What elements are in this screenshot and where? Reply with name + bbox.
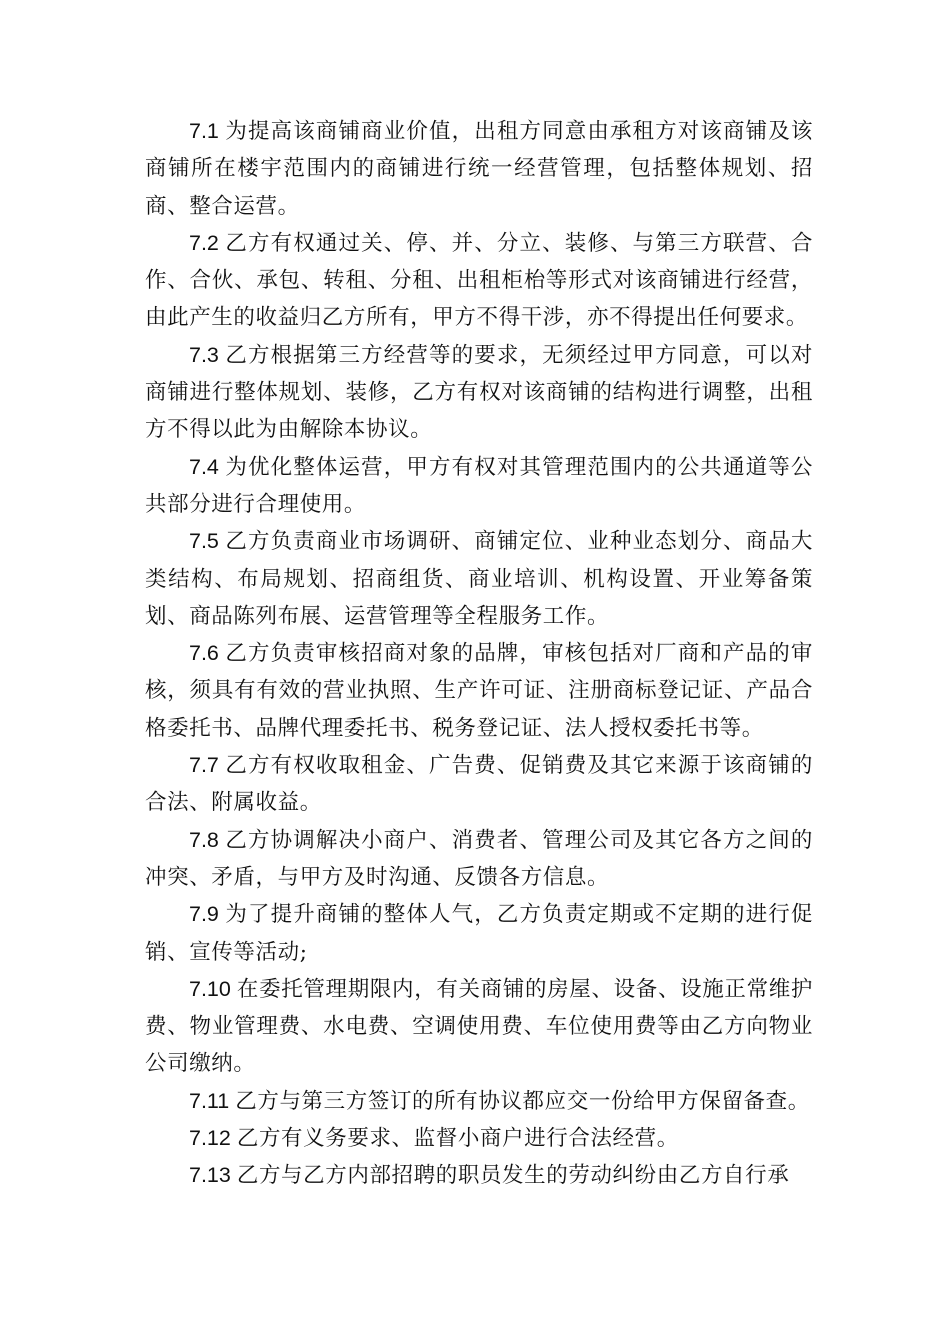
clause-7-9	[145, 896, 813, 971]
clause-text: 乙方与第三方签订的所有协议都应交一份给甲方保留备查。	[235, 1088, 810, 1114]
clause-7-5	[145, 523, 813, 635]
clause-number: 7.13	[189, 1163, 231, 1188]
clause-number: 7.5	[189, 529, 219, 554]
clause-number: 7.11	[189, 1088, 230, 1113]
clause-text: 乙方根据第三方经营等的要求，无须经过甲方同意，可以对商铺进行整体规划、装修，乙方有权对该商铺的结构进行调整，出租方不得以此为由解除本协议。	[145, 342, 813, 443]
clause-7-12	[145, 1120, 813, 1157]
clause-text: 为了提升商铺的整体人气，乙方负责定期或不定期的进行促销、宣传等活动;	[145, 902, 813, 965]
clause-number: 7.9	[189, 902, 219, 927]
document-body	[145, 113, 813, 1195]
clause-7-6	[145, 635, 813, 747]
clause-7-2	[145, 225, 813, 337]
clause-text: 乙方协调解决小商户、消费者、管理公司及其它各方之间的冲突、矛盾，与甲方及时沟通、反馈各方信息。	[145, 827, 813, 890]
clause-number: 7.2	[189, 230, 219, 255]
clause-text: 为提高该商铺商业价值，出租方同意由承租方对该商铺及该商铺所在楼宇范围内的商铺进行统一经营管理，包括整体规划、招商、整合运营。	[145, 119, 813, 219]
clause-7-8	[145, 822, 813, 897]
clause-text: 乙方有权收取租金、广告费、促销费及其它来源于该商铺的合法、附属收益。	[145, 753, 813, 816]
clause-7-13	[145, 1157, 813, 1194]
clause-7-10	[145, 971, 813, 1083]
clause-7-4	[145, 449, 813, 524]
clause-number: 7.1	[189, 119, 219, 143]
clause-number: 7.6	[189, 641, 219, 666]
clause-7-1	[145, 113, 813, 225]
clause-number: 7.3	[189, 342, 219, 367]
clause-7-11	[145, 1083, 813, 1120]
clause-text: 在委托管理期限内，有关商铺的房屋、设备、设施正常维护费、物业管理费、水电费、空调使用费、车位使用费等由乙方向物业公司缴纳。	[145, 976, 813, 1077]
clause-number: 7.4	[189, 454, 219, 479]
clause-number: 7.7	[189, 753, 219, 778]
clause-text: 乙方有权通过关、停、并、分立、装修、与第三方联营、合作、合伙、承包、转租、分租、出租柜枱等形式对该商铺进行经营，由此产生的收益归乙方所有，甲方不得干涉，亦不得提出任何要求。	[145, 230, 813, 331]
clause-text: 乙方与乙方内部招聘的职员发生的劳动纠纷由乙方自行承	[236, 1163, 790, 1189]
clause-7-3	[145, 337, 813, 449]
clause-text: 乙方负责商业市场调研、商铺定位、业种业态划分、商品大类结构、布局规划、招商组货、商业培训、机构设置、开业筹备策划、商品陈列布展、运营管理等全程服务工作。	[145, 529, 813, 629]
clause-number: 7.10	[189, 976, 231, 1001]
clause-text: 为优化整体运营，甲方有权对其管理范围内的公共通道等公共部分进行合理使用。	[145, 454, 813, 517]
clause-number: 7.8	[189, 827, 219, 852]
clause-text: 乙方有义务要求、监督小商户进行合法经营。	[236, 1126, 679, 1152]
clause-text: 乙方负责审核招商对象的品牌，审核包括对厂商和产品的审核，须具有有效的营业执照、生产许可证、注册商标登记证、产品合格委托书、品牌代理委托书、税务登记证、法人授权委托书等。	[145, 641, 813, 741]
clause-7-7	[145, 747, 813, 822]
clause-number: 7.12	[189, 1126, 231, 1151]
